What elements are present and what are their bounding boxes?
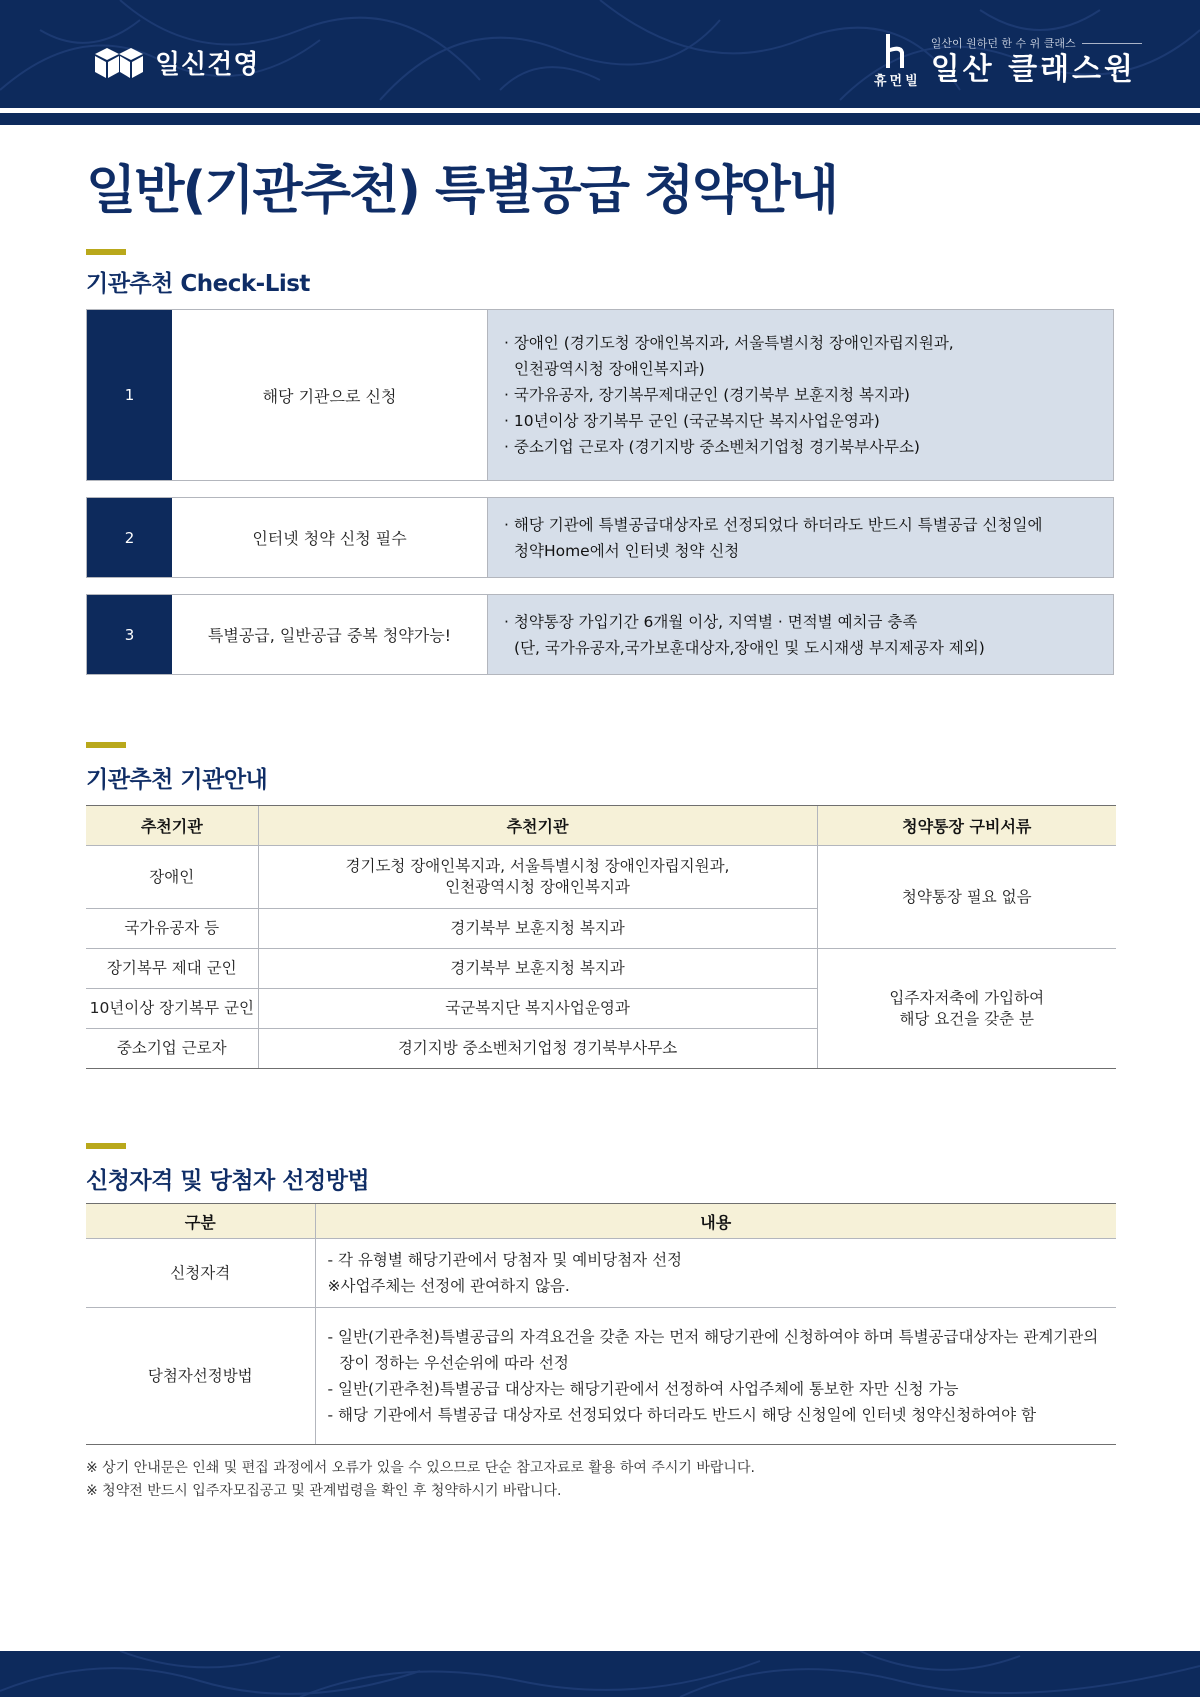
checklist-label: 인터넷 청약 신청 필수 <box>172 498 488 577</box>
content-line: - 해당 기관에서 특별공급 대상자로 선정되었다 하더라도 반드시 해당 신청일에 인터넷 청약신청하여야 함 <box>327 1406 1037 1424</box>
docs-line: 입주자저축에 가입하여 <box>889 988 1045 1007</box>
institution-type: 국가유공자 등 <box>86 909 258 949</box>
section-accent-bar <box>86 1143 126 1149</box>
content-line: - 각 유형별 해당기관에서 당첨자 및 예비당첨자 선정 <box>327 1251 683 1269</box>
footnote: ※ 청약전 반드시 입주자모집공고 및 관계법령을 확인 후 청약하시기 바랍니다. <box>86 1483 562 1499</box>
agency-line: 인천광역시청 장애인복지과 <box>445 878 630 896</box>
checklist-description <box>488 498 1113 577</box>
table-row <box>86 949 1116 989</box>
brand-tagline: 일산이 원하던 한 수 위 클래스 <box>930 37 1076 50</box>
footnotes <box>86 1457 755 1503</box>
footnote: ※ 상기 안내문은 인쇄 및 편집 과정에서 오류가 있을 수 있으므로 단순 참고자료로 활용 하여 주시기 바랍니다. <box>86 1460 755 1476</box>
checklist-line: · 해당 기관에 특별공급대상자로 선정되었다 하더라도 반드시 특별공급 신청일에 <box>504 515 1043 534</box>
content-line: 장이 정하는 우선순위에 따라 선정 <box>339 1354 569 1372</box>
brand-logo <box>874 34 1142 89</box>
selection-table <box>86 1203 1116 1445</box>
content-line: - 일반(기관추천)특별공급의 자격요건을 갖춘 자는 먼저 해당기관에 신청하여야 하며 특별공급대상자는 관계기관의 <box>327 1328 1099 1346</box>
selection-label: 당첨자선정방법 <box>86 1308 315 1445</box>
leaf-pattern-icon <box>0 1651 1200 1697</box>
institution-type: 장기복무 제대 군인 <box>86 949 258 989</box>
institution-agency <box>258 846 817 909</box>
checklist-description <box>488 595 1113 674</box>
selection-content <box>315 1239 1116 1308</box>
institution-agency: 국군복지단 복지사업운영과 <box>258 989 817 1029</box>
agency-line: 경기도청 장애인복지과, 서울특별시청 장애인자립지원과, <box>345 857 730 875</box>
humanvil-logo-icon <box>882 34 912 68</box>
required-docs: 청약통장 필요 없음 <box>817 846 1116 949</box>
header-divider <box>0 113 1200 125</box>
docs-line: 해당 요건을 갖춘 분 <box>899 1009 1035 1028</box>
checklist-line: · 10년이상 장기복무 군인 (국군복지단 복지사업운영과) <box>504 412 880 430</box>
company-logo <box>93 44 259 81</box>
table-row <box>86 1239 1116 1308</box>
required-docs <box>817 949 1116 1069</box>
checklist-line: 청약Home에서 인터넷 청약 신청 <box>514 541 740 560</box>
checklist-line: · 중소기업 근로자 (경기지방 중소벤처기업청 경기북부사무소) <box>504 438 920 456</box>
checklist-row <box>86 309 1114 481</box>
table-row <box>86 1308 1116 1445</box>
checklist-label: 해당 기관으로 신청 <box>172 310 488 480</box>
table-header: 추천기관 <box>86 806 258 846</box>
table-header: 구분 <box>86 1204 315 1239</box>
checklist-row <box>86 497 1114 578</box>
checklist-number: 3 <box>87 595 172 674</box>
content-line: ※사업주체는 선정에 관여하지 않음. <box>327 1277 570 1295</box>
checklist-label: 특별공급, 일반공급 중복 청약가능! <box>172 595 488 674</box>
institution-type: 중소기업 근로자 <box>86 1029 258 1069</box>
institution-agency: 경기북부 보훈지청 복지과 <box>258 949 817 989</box>
institution-agency: 경기북부 보훈지청 복지과 <box>258 909 817 949</box>
top-banner <box>0 0 1200 108</box>
institution-type: 10년이상 장기복무 군인 <box>86 989 258 1029</box>
brand-name: 일산 클래스원 <box>930 52 1137 87</box>
bottom-banner <box>0 1651 1200 1697</box>
checklist-line: · 장애인 (경기도청 장애인복지과, 서울특별시청 장애인자립지원과, <box>504 334 954 352</box>
company-logo-icon <box>93 46 145 80</box>
checklist-line: · 국가유공자, 장기복무제대군인 (경기북부 보훈지청 복지과) <box>504 386 910 404</box>
selection-label: 신청자격 <box>86 1239 315 1308</box>
institutions-title: 기관추천 기관안내 <box>86 767 268 793</box>
checklist-line: · 청약통장 가입기간 6개월 이상, 지역별 · 면적별 예치금 충족 <box>504 612 918 631</box>
checklist-number: 1 <box>87 310 172 480</box>
brand-sub: 휴먼빌 <box>874 74 921 89</box>
section-accent-bar <box>86 742 126 748</box>
checklist-row <box>86 594 1114 675</box>
institution-type: 장애인 <box>86 846 258 909</box>
table-header: 청약통장 구비서류 <box>817 806 1116 846</box>
selection-content <box>315 1308 1116 1445</box>
institutions-table <box>86 805 1116 1069</box>
table-header: 추천기관 <box>258 806 817 846</box>
table-row <box>86 846 1116 909</box>
checklist-line: 인천광역시청 장애인복지과) <box>514 360 705 378</box>
table-header: 내용 <box>315 1204 1116 1239</box>
content-line: - 일반(기관추천)특별공급 대상자는 해당기관에서 선정하여 사업주체에 통보한 자만 신청 가능 <box>327 1380 959 1398</box>
checklist-line: (단, 국가유공자,국가보훈대상자,장애인 및 도시재생 부지제공자 제외) <box>514 638 985 657</box>
page-title: 일반(기관추천) 특별공급 청약안내 <box>86 161 837 221</box>
checklist-description <box>488 310 1113 480</box>
checklist-title: 기관추천 Check-List <box>86 271 310 297</box>
checklist-number: 2 <box>87 498 172 577</box>
company-logo-text: 일신건영 <box>155 50 260 80</box>
section-accent-bar <box>86 249 126 255</box>
institution-agency: 경기지방 중소벤처기업청 경기북부사무소 <box>258 1029 817 1069</box>
selection-title: 신청자격 및 당첨자 선정방법 <box>86 1168 370 1194</box>
